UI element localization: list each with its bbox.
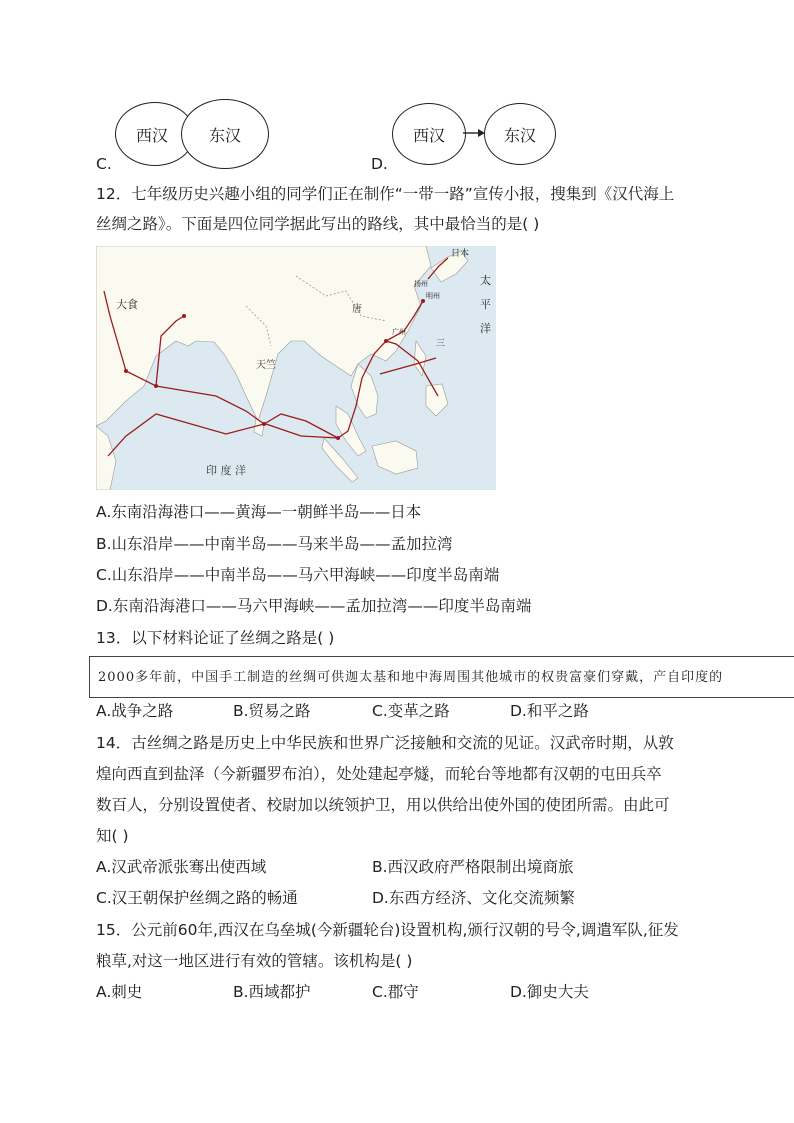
map-label-yangzhou: 扬州: [414, 280, 428, 288]
q13-stem: 13．以下材料论证了丝绸之路是( ): [96, 629, 335, 647]
q14-option-d: D.东西方经济、文化交流频繁: [372, 889, 575, 907]
q15-stem-line2: 粮草,对这一地区进行有效的管辖。该机构是( ): [96, 952, 413, 970]
q13-option-a: A.战争之路: [96, 702, 174, 720]
q14-stem-line4: 知( ): [96, 827, 129, 845]
map-label-san: 三: [436, 339, 446, 349]
q15-option-d: D.御史大夫: [510, 983, 589, 1001]
donghan-label-c: 东汉: [208, 125, 241, 145]
q12-option-d: D.东南沿海港口——马六甲海峡——孟加拉湾——印度半岛南端: [96, 597, 532, 615]
donghan-label-d: 东汉: [503, 125, 536, 145]
donghan-circle-c: [181, 99, 269, 169]
q14-stem-line2: 煌向西直到盐泽（今新疆罗布泊），处处建起亭燧，而轮台等地都有汉朝的屯田兵卒: [96, 765, 662, 783]
xihan-circle-d: [392, 103, 466, 165]
q14-option-a: A.汉武帝派张骞出使西域: [96, 858, 267, 876]
map-label-yinduyang: 印 度 洋: [206, 464, 246, 477]
q13-option-b: B.贸易之路: [233, 702, 311, 720]
q15-option-a: A.刺史: [96, 983, 143, 1001]
q15-option-c: C.郡守: [372, 983, 419, 1001]
xihan-label-c: 西汉: [135, 125, 168, 145]
map-label-guangzhou: 广州: [392, 328, 406, 336]
q12-stem-line1: 12．七年级历史兴趣小组的同学们正在制作“一带一路”宣传小报，搜集到《汉代海上: [96, 185, 675, 203]
map-label-dashi: 大食: [116, 298, 138, 311]
q13-option-c: C.变革之路: [372, 702, 450, 720]
q14-stem-line3: 数百人，分别设置使者、校尉加以统领护卫，用以供给出使外国的使团所需。由此可: [96, 796, 670, 814]
q15-stem-line1: 15．公元前60年,西汉在乌垒城(今新疆轮台)设置机构,颁行汉朝的号令,调遣军队,征发: [96, 921, 679, 939]
map-label-tianzhu: 天竺: [256, 360, 276, 371]
q15-option-b: B.西域都护: [233, 983, 311, 1001]
map-label-yang: 洋: [480, 322, 491, 335]
q12-option-c: C.山东沿岸——中南半岛——马六甲海峡——印度半岛南端: [96, 566, 500, 584]
q13-option-d: D.和平之路: [510, 702, 589, 720]
option-c-label: C.: [96, 155, 112, 173]
xihan-label-d: 西汉: [412, 125, 445, 145]
q14-option-b: B.西汉政府严格限制出境商旅: [372, 858, 574, 876]
q13-material-text: 2000多年前，中国手工制造的丝绸可供迦太基和地中海周围其他城市的权贵富豪们穿戴，产自印度的: [98, 670, 724, 685]
donghan-circle-d: [484, 103, 556, 165]
q14-option-c: C.汉王朝保护丝绸之路的畅通: [96, 889, 298, 907]
map-label-mingzhou: 明州: [426, 292, 440, 300]
q12-option-a: A.东南沿海港口——黄海—一朝鲜半岛——日本: [96, 503, 422, 521]
map-label-ping: 平: [480, 298, 491, 311]
map-label-tang: 唐: [352, 304, 362, 315]
arrow-right-icon: [462, 126, 486, 140]
map-label-tai: 太: [480, 274, 491, 287]
map-label-riben: 日本: [451, 249, 470, 259]
q14-stem-line1: 14．古丝绸之路是历史上中华民族和世界广泛接触和交流的见证。汉武帝时期，从敦: [96, 734, 674, 752]
option-d-label: D.: [371, 155, 388, 173]
han-maritime-silk-road-map: [96, 246, 496, 490]
q13-material-box: [89, 656, 794, 698]
q12-stem-line2: 丝绸之路》。下面是四位同学据此写出的路线，其中最恰当的是( ): [96, 215, 540, 233]
q12-option-b: B.山东沿岸——中南半岛——马来半岛——孟加拉湾: [96, 535, 453, 553]
